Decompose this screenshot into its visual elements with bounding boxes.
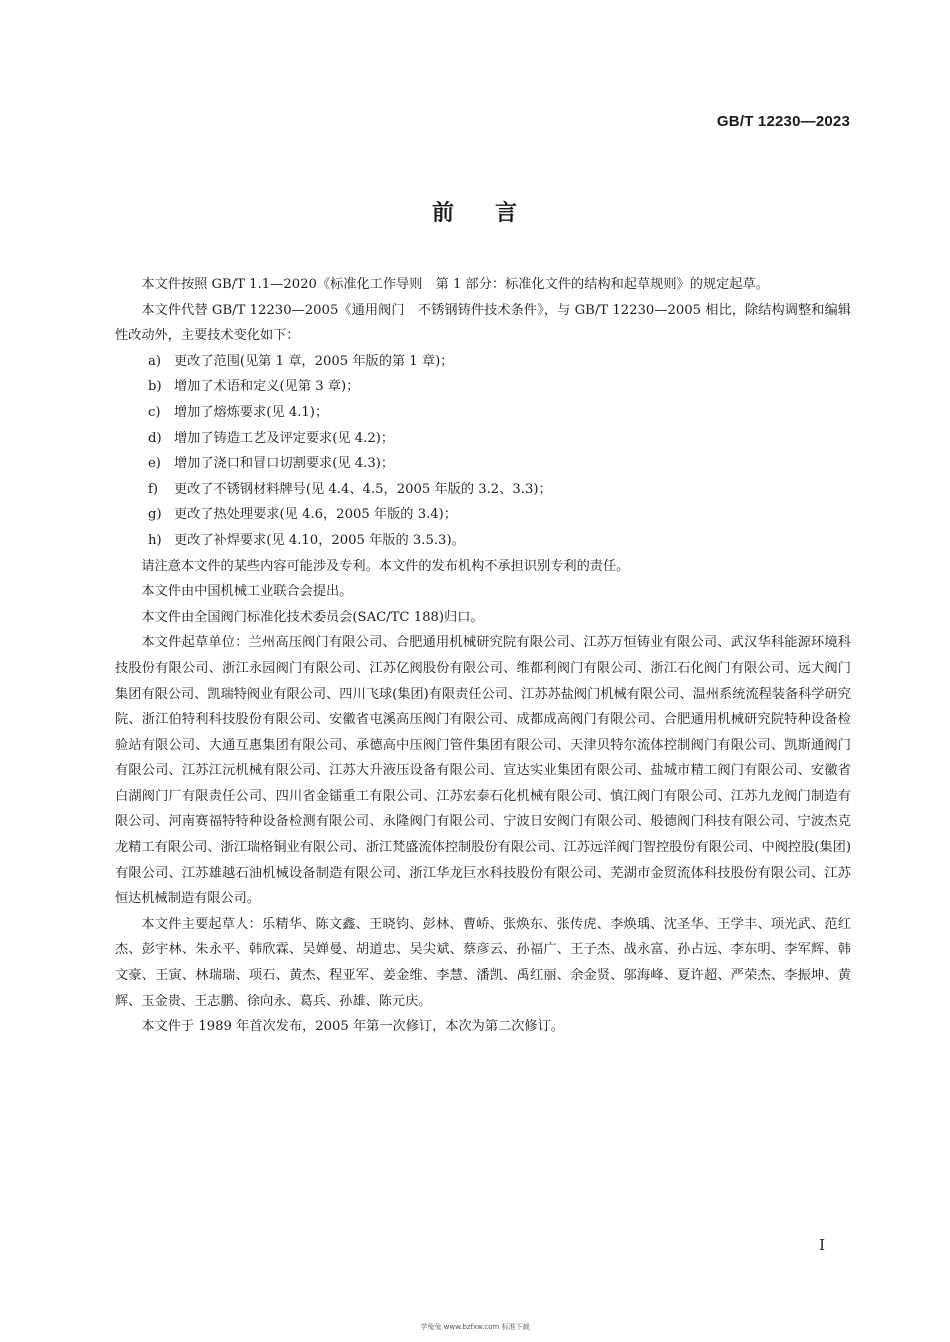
list-item (115, 477, 851, 503)
list-item (115, 349, 851, 375)
list-item-text: 更改了不锈钢材料牌号(见 4.4、4.5，2005 年版的 3.2、3.3)； (174, 481, 552, 497)
list-item-text: 增加了术语和定义(见第 3 章)； (174, 379, 360, 395)
list-item-text: 增加了浇口和冒口切割要求(见 4.3)； (174, 456, 395, 472)
page-title (0, 196, 950, 227)
paragraph-patent-notice: 请注意本文件的某些内容可能涉及专利。本文件的发布机构不承担识别专利的责任。 (141, 558, 630, 574)
list-item (115, 528, 851, 554)
paragraph-proposer: 本文件由中国机械工业联合会提出。 (141, 584, 353, 600)
paragraph-drafters: 本文件主要起草人：乐精华、陈文鑫、王晓钧、彭林、曹峤、张焕东、张传虎、李焕瑀、沈圣华、王学丰、项光武、范红杰、彭宇林、朱永平、韩欣霖、吴婵曼、胡道忠、吴尖斌、蔡彦云、孙福广、王子杰、战永富、孙占远、李东明、李军辉、韩文豪、王寅、林瑞瑞、项石、黄杰、程亚军、姜金维、李慧、潘凯、禹红丽、余金贤、邬海峰、夏许超、严荣杰、李振坤、黄辉、玉金贵、王志鹏、徐向永、葛兵、孙雄、陈元庆。 (115, 916, 851, 1009)
paragraph-drafting-rules: 本文件按照 GB/T 1.1—2020《标准化工作导则 第 1 部分：标准化文件的结构和起草规则》的规定起草。 (141, 277, 769, 292)
list-item (115, 426, 851, 452)
page-title-part1: 前 (431, 201, 455, 226)
list-item (115, 451, 851, 477)
document-code: GB/T 12230—2023 (716, 113, 850, 130)
paragraph-committee: 本文件由全国阀门标准化技术委员会(SAC/TC 188)归口。 (141, 609, 484, 625)
paragraph-drafting-units: 本文件起草单位：兰州高压阀门有限公司、合肥通用机械研究院有限公司、江苏万恒铸业有限公司、武汉华科能源环境科技股份有限公司、浙江永园阀门有限公司、江苏亿阀股份有限公司、维都利阀门有限公司、浙江石化阀门有限公司、远大阀门集团有限公司、凯瑞特阀业有限公司、四川飞球(集团)有限责任公司、江苏苏盐阀门机械有限公司、温州系统流程装备科学研究院、浙江伯特利科技股份有限公司、安徽省屯溪高压阀门有限公司、成都成高阀门有限公司、合肥通用机械研究院特种设备检验站有限公司、大通互惠集团有限公司、承德高中压阀门管件集团有限公司、天津贝特尔流体控制阀门有限公司、凯斯通阀门有限公司、江苏江沅机械有限公司、江苏大升液压设备有限公司、宣达实业集团有限公司、盐城市精工阀门有限公司、安徽省白湖阀门厂有限责任公司、四川省金镭重工有限公司、江苏宏泰石化机械有限公司、慎江阀门有限公司、江苏九龙阀门制造有限公司、河南赛福特特种设备检测有限公司、永隆阀门有限公司、宁波日安阀门有限公司、般德阀门科技有限公司、宁波杰克龙精工有限公司、浙江瑞格铜业有限公司、浙江梵盛流体控制股份有限公司、江苏远洋阀门智控股份有限公司、中阀控股(集团)有限公司、江苏雄越石油机械设备制造有限公司、浙江华龙巨水科技股份有限公司、芜湖市金贸流体科技股份有限公司、江苏恒达机械制造有限公司。 (115, 635, 851, 907)
list-item-text: 增加了铸造工艺及评定要求(见 4.2)； (174, 430, 395, 446)
list-item-text: 增加了熔炼要求(见 4.1)； (174, 404, 329, 420)
list-item-text: 更改了范围(见第 1 章，2005 年版的第 1 章)； (174, 353, 454, 369)
list-item (115, 502, 851, 528)
list-item (115, 374, 851, 400)
page-number: I (819, 1236, 825, 1254)
list-item-label: h) (148, 532, 162, 548)
paragraph-history: 本文件于 1989 年首次发布，2005 年第一次修订，本次为第二次修订。 (141, 1019, 564, 1035)
paragraph-replacement: 本文件代替 GB/T 12230—2005《通用阀门 不锈钢铸件技术条件》，与 GB/T 12230—2005 相比，除结构调整和编辑性改动外，主要技术变化如下： (115, 302, 851, 344)
list-item-label: c) (148, 404, 161, 420)
list-item (115, 400, 851, 426)
list-item-text: 更改了补焊要求(见 4.10，2005 年版的 3.5.3)。 (174, 532, 465, 548)
footer-watermark: 学兔兔 www.bzfxw.com 标准下载 (420, 1323, 530, 1331)
list-item-label: a) (148, 353, 162, 369)
list-item-label: b) (148, 379, 162, 395)
page-title-part2: 言 (495, 201, 519, 226)
list-item-label: e) (148, 456, 161, 472)
list-item-text: 更改了热处理要求(见 4.6，2005 年版的 3.4)； (174, 507, 457, 523)
list-item-label: g) (148, 507, 162, 523)
foreword-body (115, 272, 851, 1040)
list-item-label: f) (148, 481, 159, 497)
list-item-label: d) (148, 430, 162, 446)
